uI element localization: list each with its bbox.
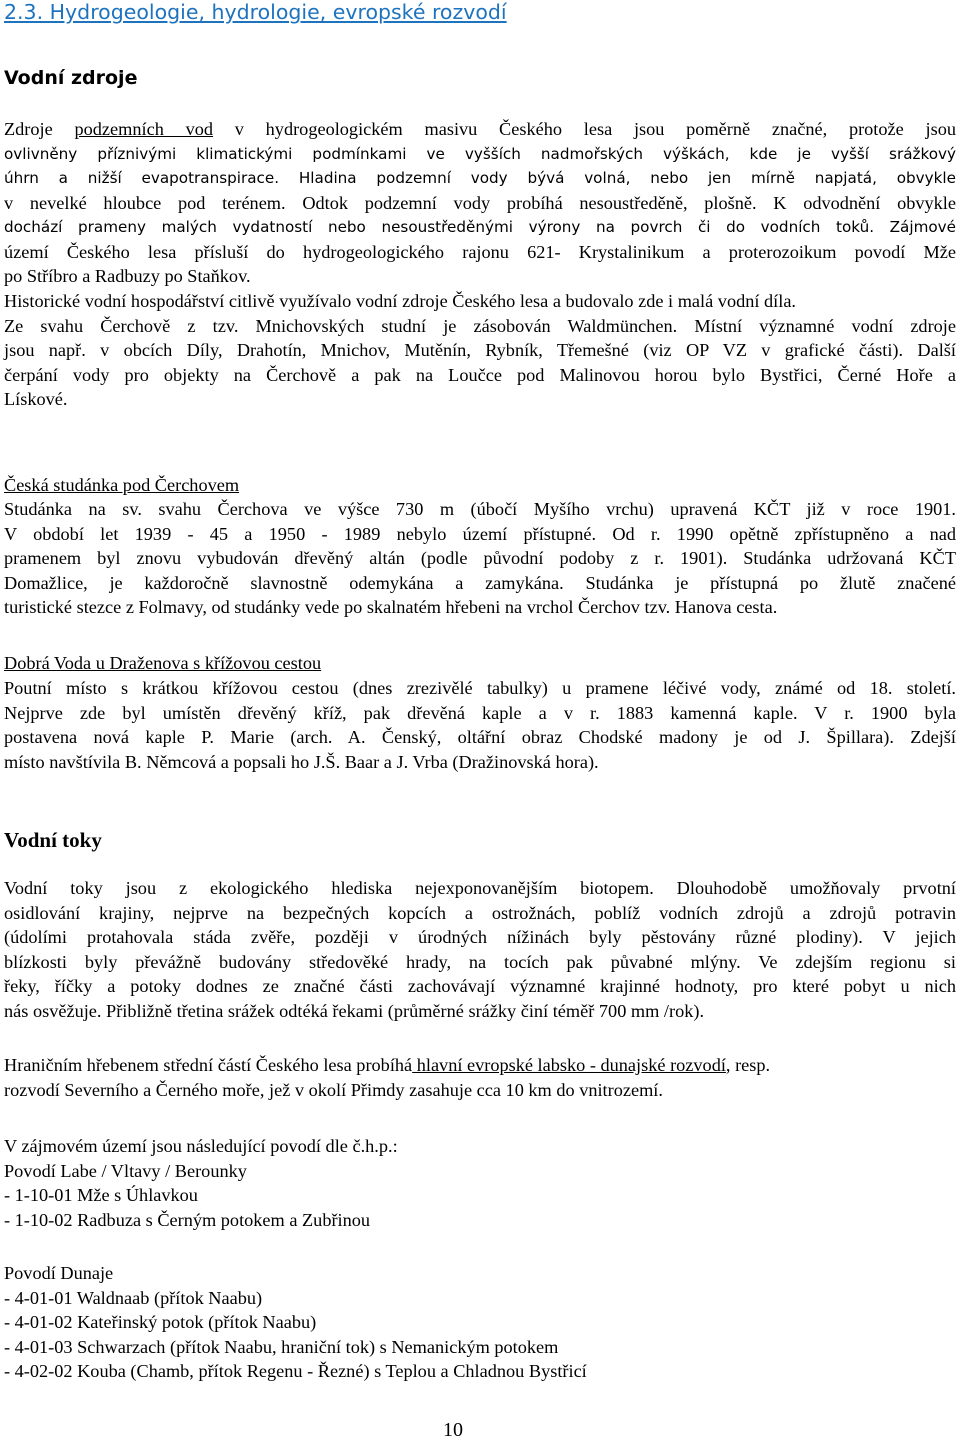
list-item: - 1-10-02 Radbuza s Černým potokem a Zubřinou [4, 1209, 371, 1230]
text-line: Studánka na sv. svahu Čerchova ve výšce 730 m (úbočí Myšího vrchu) upravená KČT již v roce 1901. [4, 499, 956, 519]
text-line: pramenem byl znovu vybudován dřevěný altán (podle původní podoby z r. 1901). Studánka udržovaná KČT [4, 548, 956, 568]
paragraph-vodni-zdroje-1 [4, 117, 956, 289]
list-item: - 4-01-02 Kateřinský potok (přítok Naabu) [4, 1312, 317, 1332]
section-heading-vodni-zdroje: Vodní zdroje [4, 67, 138, 89]
list-item: - 1-10-01 Mže s Úhlavkou [4, 1185, 198, 1205]
text-line: (údolími protahovala stáda zvěře, později v úrodných nížinách byly pěstovány různé plodiny). V jejich [4, 927, 956, 947]
text-line: Zdroje podzemních vod v hydrogeologickém masivu Českého lesa jsou poměrně značné, protože jsou [4, 119, 956, 139]
text-line: území Českého lesa přísluší do hydrogeologického rajonu 621- Krystalinikum a proterozoikum povodí Mže [4, 241, 956, 262]
page-number: 10 [443, 1419, 463, 1441]
text-line: rozvodí Severního a Černého moře, jež v okolí Přimdy zasahuje cca 10 km do vnitrozemí. [4, 1079, 663, 1100]
povodi-list [4, 1134, 956, 1232]
list-item: - 4-01-01 Waldnaab (přítok Naabu) [4, 1287, 263, 1308]
text-line: blízkosti byly převážně budovány středověké hrady, na tocích pak půvabné mlýny. Ve zdejším regionu si [4, 951, 956, 972]
povodi-intro: V zájmovém území jsou následující povodí dle č.h.p.: [4, 1136, 398, 1156]
text-line: jsou např. v obcích Díly, Drahotín, Mnichov, Mutěnín, Rybník, Třemešné (viz OP VZ v grafické části). Další [4, 340, 956, 360]
text-line: Nejprve zde byl umístěn dřevěný kříž, pak dřevěná kaple a v r. 1883 kamenná kaple. V r. 1900 byla [4, 702, 956, 723]
document-title: 2.3. Hydrogeologie, hydrologie, evropské rozvodí [4, 0, 507, 24]
paragraph-vodni-toky-1 [4, 876, 956, 1023]
section-heading-vodni-toky: Vodní toky [4, 828, 102, 852]
list-item: - 4-01-03 Schwarzach (přítok Naabu, hraniční tok) s Nemanickým potokem [4, 1336, 559, 1357]
text-line: Domažlice, je každoročně slavnostně odemykána a zamykána. Studánka je přístupná po žlutě značené [4, 572, 956, 593]
text-line: v nevelké hloubce pod terénem. Odtok podzemní vody probíhá nesoustředěně, plošně. K odvodnění obvykle [4, 192, 956, 213]
paragraph-vodni-zdroje-2 [4, 289, 956, 412]
povodi-labe-title: Povodí Labe / Vltavy / Berounky [4, 1160, 247, 1181]
povodi-dunaje-title: Povodí Dunaje [4, 1263, 114, 1283]
text-line: V období let 1939 - 45 a 1950 - 1989 nebylo území přístupné. Od r. 1990 opětně zpřístupněno a nad [4, 523, 956, 544]
subheading-dobra-voda: Dobrá Voda u Draženova s křížovou cestou [4, 653, 322, 673]
text-line: řeky, říčky a potoky dodnes ze značné části zachovávají významné krajinné hodnoty, pro které pobyt u nich [4, 976, 956, 996]
text-line: čerpání vody pro objekty na Čerchově a pak na Loučce pod Malinovou horou bylo Bystřici, Černé Hoře a [4, 364, 956, 385]
text-line: osidlování krajiny, nejprve na bezpečných kopcích a ostrožnách, poblíž vodních zdrojů a zdrojů potravin [4, 902, 956, 923]
text-line: turistické stezce z Folmavy, od studánky vede po skalnatém hřebeni na vrchol Čerchov tzv. Hanova cesta. [4, 597, 778, 617]
text-line: Poutní místo s krátkou křížovou cestou (dnes zrezivělé tabulky) u pramene léčivé vody, známé od 18. století. [4, 678, 956, 698]
text-line: nás osvěžuje. Přibližně třetina srážek odtéká řekami (průměrné srážky činí téměř 700 mm /rok). [4, 1000, 705, 1021]
list-item: - 4-02-02 Kouba (Chamb, přítok Regenu - Řezné) s Teplou a Chladnou Bystřicí [4, 1361, 587, 1381]
text-line: místo navštívila B. Němcová a popsali ho J.Š. Baar a J. Vrba (Dražinovská hora). [4, 751, 599, 772]
text-line: po Stříbro a Radbuzy po Staňkov. [4, 266, 251, 286]
text-line: Lískové. [4, 389, 68, 409]
link-podzemnich-vod: podzemních vod [74, 119, 214, 139]
text-line: dochází prameny malých vydatností nebo nesoustředěnými výrony na povrch či do vodních toků. Zájmové [4, 218, 956, 236]
link-hlavni-rozvodi: hlavní evropské labsko - dunajské rozvodí [412, 1055, 726, 1075]
text-line: Ze svahu Čerchově z tzv. Mnichovských studní je zásobován Waldmünchen. Místní významné vodní zdroje [4, 315, 956, 336]
subheading-ceska-studanka: Česká studánka pod Čerchovem [4, 475, 240, 495]
text-line: Hraničním hřebenem střední částí Českého lesa probíhá hlavní evropské labsko - dunajské rozvodí, resp. [4, 1055, 771, 1075]
paragraph-ceska-studanka [4, 497, 956, 620]
text-line: Vodní toky jsou z ekologického hlediska nejexponovanějším biotopem. Dlouhodobě umožňovaly prvotní [4, 878, 956, 898]
paragraph-vodni-toky-2 [4, 1053, 956, 1102]
text-line: úhrn a nižší evapotranspirace. Hladina podzemní vody bývá volná, nebo jen mírně napjatá, obvykle [4, 169, 956, 187]
text-line: postavena nová kaple P. Marie (arch. A. Čenský, oltářní obraz Chodské madony je od J. Špillara). Zdejší [4, 727, 956, 747]
paragraph-dobra-voda [4, 676, 956, 774]
text-line: Historické vodní hospodářství citlivě využívalo vodní zdroje Českého lesa a budovalo zde i malá vodní díla. [4, 291, 797, 311]
text-line: ovlivněny příznivými klimatickými podmínkami ve vyšších nadmořských výškách, kde je vyšší srážkový [4, 144, 956, 163]
povodi-dunaje-list [4, 1261, 956, 1384]
